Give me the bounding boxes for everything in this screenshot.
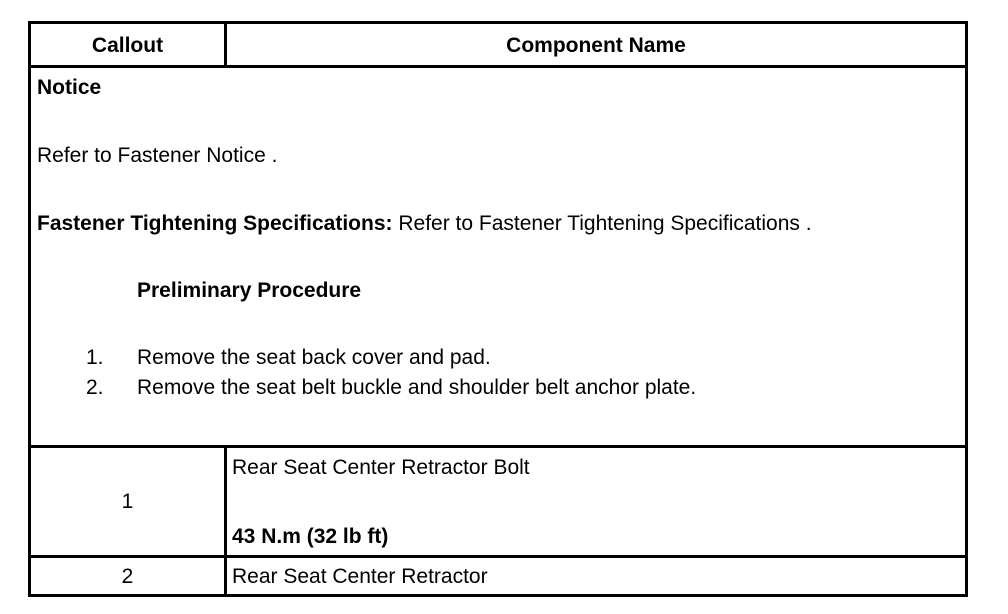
step-number: 1. [86,346,104,369]
step-number: 2. [86,376,104,399]
row-torque-spec: 43 N.m (32 lb ft) [232,525,389,548]
notice-title: Notice [37,76,102,99]
notice-refer-text: Refer to Fastener Notice . [37,144,278,167]
row-component-name: Rear Seat Center Retractor Bolt [232,456,530,479]
notice-divider [31,445,965,448]
preliminary-procedure-title: Preliminary Procedure [137,279,362,302]
body-column-divider [224,446,227,594]
fastener-spec-line [37,212,812,236]
row-divider [31,555,965,558]
step-text: Remove the seat back cover and pad. [137,346,491,369]
header-callout: Callout [91,34,164,57]
header-component-name: Component Name [506,34,686,57]
fastener-spec-label: Fastener Tightening Specifications: [37,212,393,235]
step-text: Remove the seat belt buckle and shoulder belt anchor plate. [137,376,697,399]
row-callout: 2 [121,565,134,588]
row-callout: 1 [121,490,134,513]
component-table [28,21,968,597]
fastener-spec-text: Refer to Fastener Tightening Specifications . [392,212,812,235]
row-component-name: Rear Seat Center Retractor [232,565,488,588]
header-divider [31,65,965,68]
